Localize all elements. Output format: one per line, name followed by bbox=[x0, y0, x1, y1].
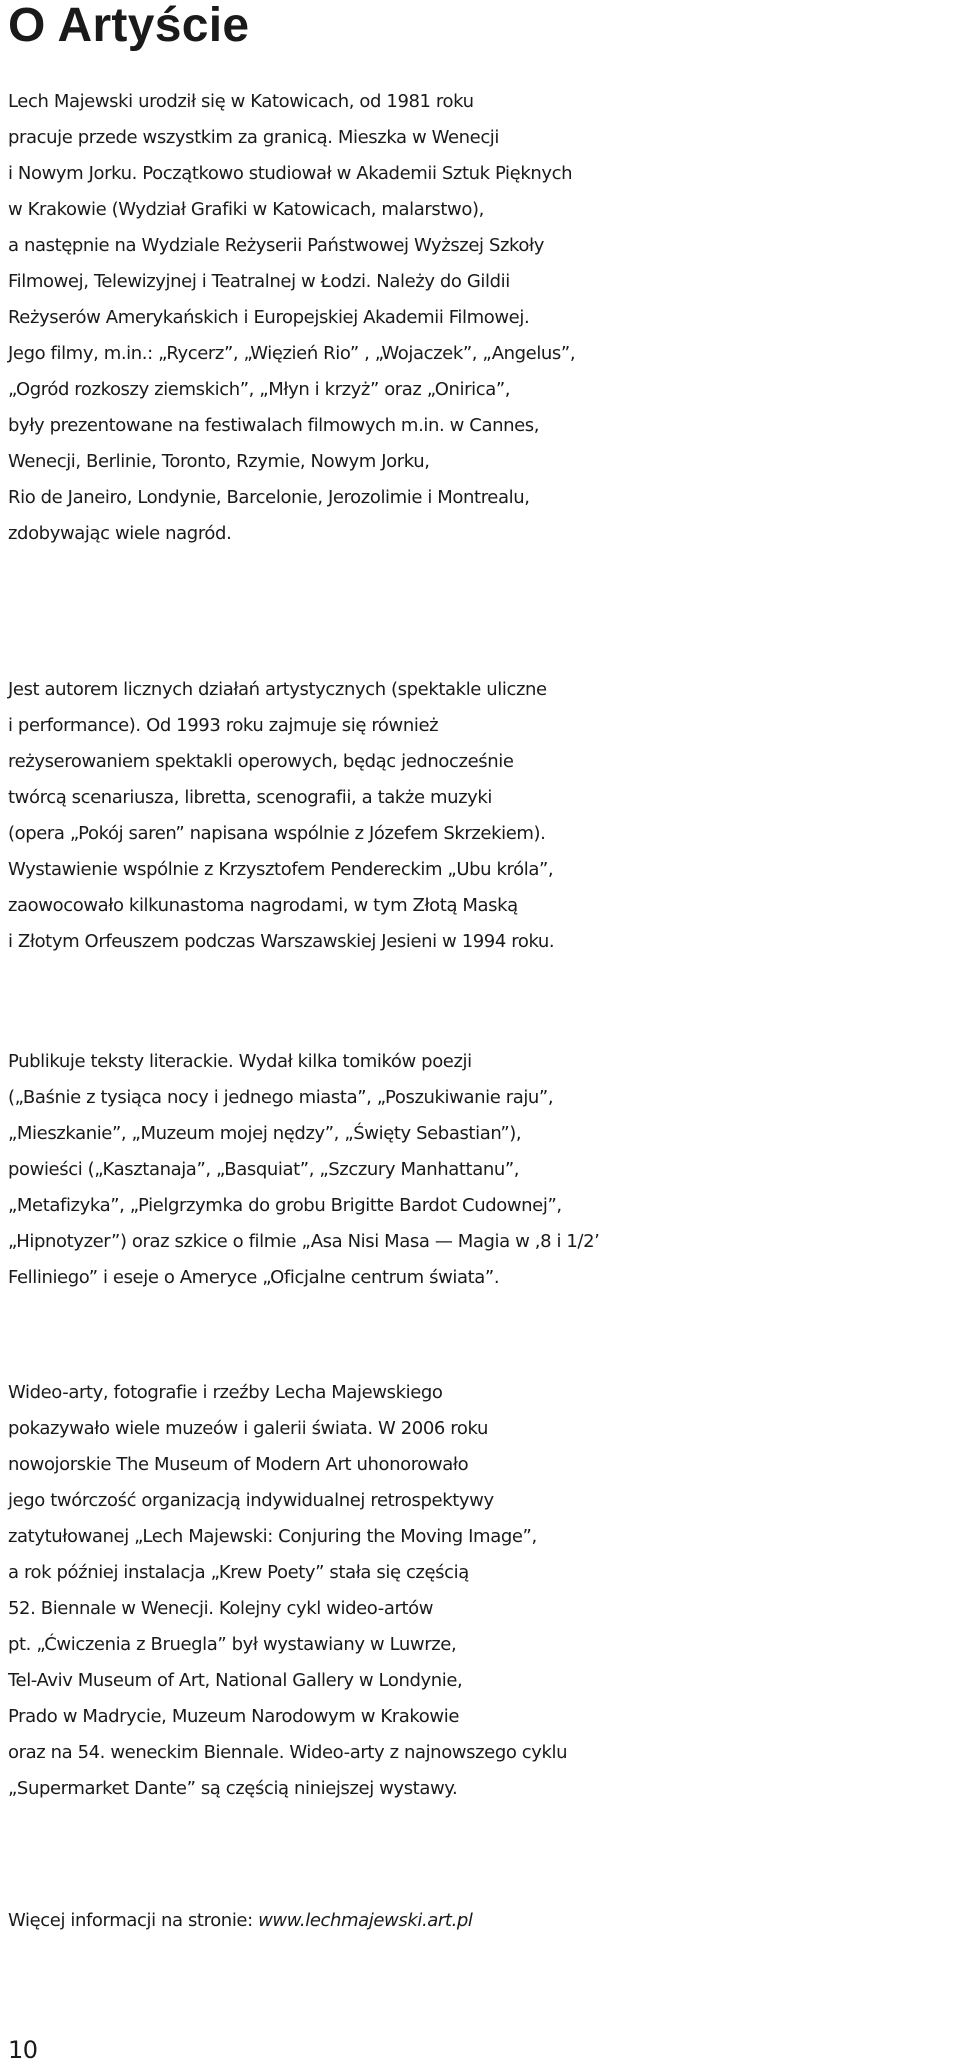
text-line: a rok później instalacja „Krew Poety” stała się częścią bbox=[8, 1562, 469, 1583]
text-line: pokazywało wiele muzeów i galerii świata. W 2006 roku bbox=[8, 1418, 488, 1439]
text-line: Felliniego” i eseje o Ameryce „Oficjalne centrum świata”. bbox=[8, 1267, 500, 1288]
page-title: O Artyście bbox=[8, 0, 250, 52]
page-number: 10 bbox=[8, 2036, 38, 2064]
text-line: zaowocowało kilkunastoma nagrodami, w tym Złotą Maską bbox=[8, 895, 518, 916]
website-link[interactable]: www.lechmajewski.art.pl bbox=[258, 1910, 473, 1931]
text-line: pt. „Ćwiczenia z Bruegla” był wystawiany w Luwrze, bbox=[8, 1634, 457, 1655]
text-line: jego twórczość organizacją indywidualnej retrospektywy bbox=[8, 1490, 494, 1511]
paragraph-more-info bbox=[8, 1903, 953, 1939]
text-line: Jego filmy, m.in.: „Rycerz”, „Więzień Rio” , „Wojaczek”, „Angelus”, bbox=[8, 343, 576, 364]
text-line: twórcą scenariusza, libretta, scenografii, a także muzyki bbox=[8, 787, 493, 808]
text-line: Wideo-arty, fotografie i rzeźby Lecha Majewskiego bbox=[8, 1382, 443, 1403]
text-line: „Hipnotyzer”) oraz szkice o filmie „Asa Nisi Masa — Magia w ,8 i 1/2’ bbox=[8, 1231, 600, 1252]
text-line: Jest autorem licznych działań artystycznych (spektakle uliczne bbox=[8, 679, 547, 700]
text-line: 52. Biennale w Wenecji. Kolejny cykl wideo-artów bbox=[8, 1598, 434, 1619]
text-line: Reżyserów Amerykańskich i Europejskiej Akademii Filmowej. bbox=[8, 307, 530, 328]
text-line: w Krakowie (Wydział Grafiki w Katowicach, malarstwo), bbox=[8, 199, 484, 220]
text-line: Lech Majewski urodził się w Katowicach, od 1981 roku bbox=[8, 91, 474, 112]
text-line: („Baśnie z tysiąca nocy i jednego miasta”, „Poszukiwanie raju”, bbox=[8, 1087, 554, 1108]
text-line: i Złotym Orfeuszem podczas Warszawskiej Jesieni w 1994 roku. bbox=[8, 931, 555, 952]
text-line: nowojorskie The Museum of Modern Art uhonorowało bbox=[8, 1454, 469, 1475]
paragraph-literature bbox=[8, 1044, 953, 1296]
text-line: pracuje przede wszystkim za granicą. Mieszka w Wenecji bbox=[8, 127, 500, 148]
text-line: Rio de Janeiro, Londynie, Barcelonie, Jerozolimie i Montrealu, bbox=[8, 487, 530, 508]
text-line: „Metafizyka”, „Pielgrzymka do grobu Brigitte Bardot Cudownej”, bbox=[8, 1195, 562, 1216]
text-line: a następnie na Wydziale Reżyserii Państwowej Wyższej Szkoły bbox=[8, 235, 544, 256]
more-info-line bbox=[8, 1903, 953, 1939]
text-line: Filmowej, Telewizyjnej i Teatralnej w Łodzi. Należy do Gildii bbox=[8, 271, 510, 292]
text-line: „Mieszkanie”, „Muzeum mojej nędzy”, „Święty Sebastian”), bbox=[8, 1123, 522, 1144]
paragraph-exhibitions bbox=[8, 1375, 953, 1807]
text-line: Prado w Madrycie, Muzeum Narodowym w Krakowie bbox=[8, 1706, 460, 1727]
text-line: Wenecji, Berlinie, Toronto, Rzymie, Nowym Jorku, bbox=[8, 451, 430, 472]
text-line: oraz na 54. weneckim Biennale. Wideo-arty z najnowszego cyklu bbox=[8, 1742, 568, 1763]
text-line: były prezentowane na festiwalach filmowych m.in. w Cannes, bbox=[8, 415, 540, 436]
text-line: i Nowym Jorku. Początkowo studiował w Akademii Sztuk Pięknych bbox=[8, 163, 573, 184]
text-line: i performance). Od 1993 roku zajmuje się również bbox=[8, 715, 439, 736]
text-line: zdobywając wiele nagród. bbox=[8, 523, 232, 544]
text-line: Tel-Aviv Museum of Art, National Gallery w Londynie, bbox=[8, 1670, 463, 1691]
text-line: Publikuje teksty literackie. Wydał kilka tomików poezji bbox=[8, 1051, 472, 1072]
text-line: zatytułowanej „Lech Majewski: Conjuring the Moving Image”, bbox=[8, 1526, 537, 1547]
more-info-label: Więcej informacji na stronie: bbox=[8, 1910, 259, 1931]
paragraph-biography bbox=[8, 84, 953, 552]
text-line: „Ogród rozkoszy ziemskich”, „Młyn i krzyż” oraz „Onirica”, bbox=[8, 379, 511, 400]
text-line: „Supermarket Dante” są częścią niniejszej wystawy. bbox=[8, 1778, 458, 1799]
text-line: powieści („Kasztanaja”, „Basquiat”, „Szczury Manhattanu”, bbox=[8, 1159, 520, 1180]
paragraph-artistic-activity bbox=[8, 672, 953, 960]
text-line: (opera „Pokój saren” napisana wspólnie z Józefem Skrzekiem). bbox=[8, 823, 546, 844]
text-line: Wystawienie wspólnie z Krzysztofem Pendereckim „Ubu króla”, bbox=[8, 859, 554, 880]
text-line: reżyserowaniem spektakli operowych, będąc jednocześnie bbox=[8, 751, 514, 772]
